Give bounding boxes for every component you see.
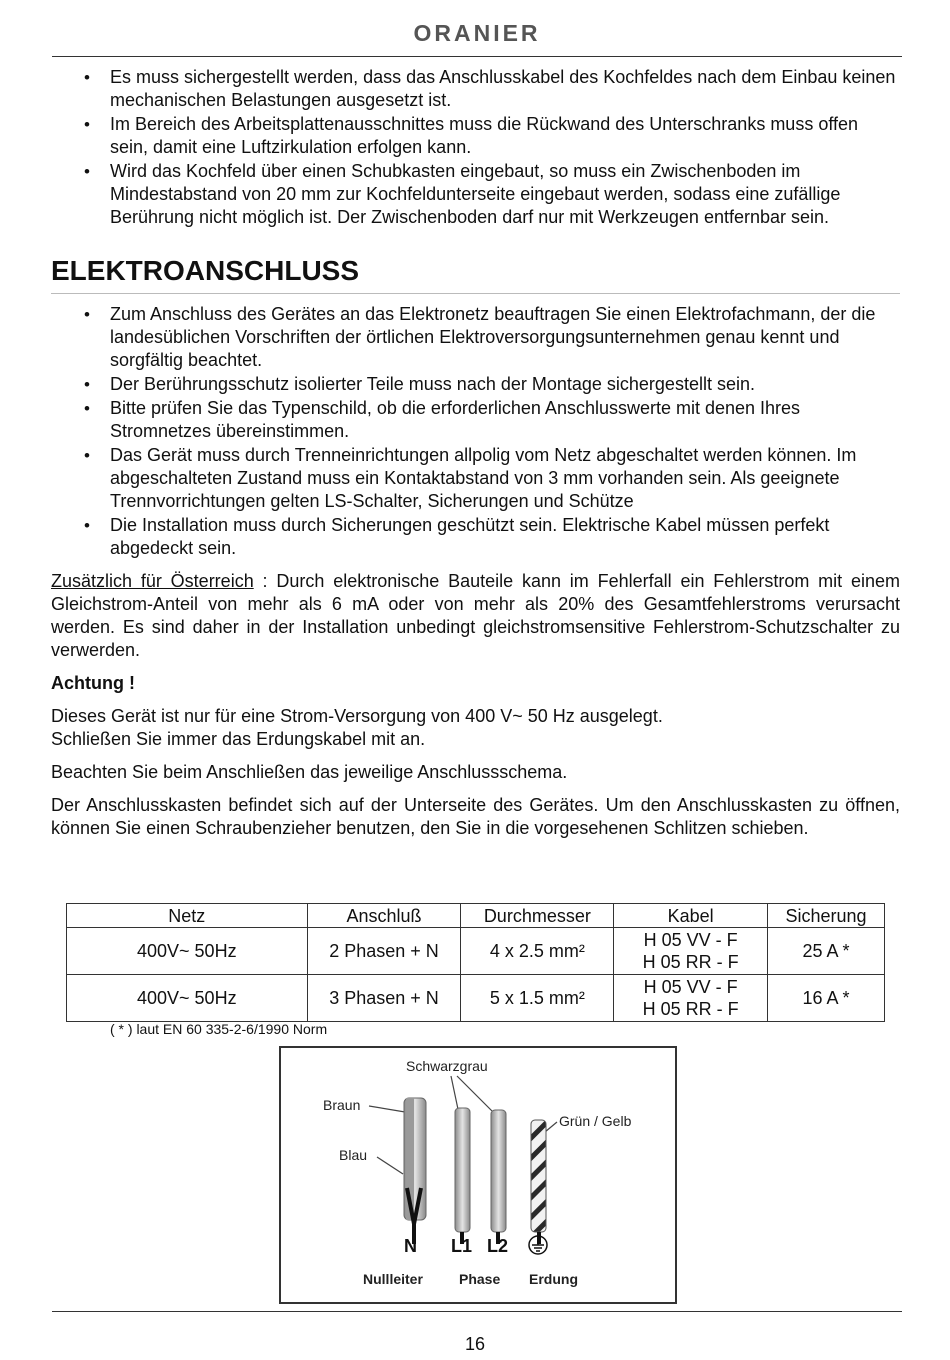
label-schwarzgrau: Schwarzgrau	[406, 1058, 488, 1074]
label-braun: Braun	[323, 1097, 361, 1113]
cell-durchmesser: 5 x 1.5 mm²	[461, 975, 614, 1022]
electric-bullet-list	[51, 303, 900, 560]
electric-bullet: • Zum Anschluss des Gerätes an das Elektronetz beauftragen Sie einen Elektrofachmann, der die landesüblichen Vorschriften der örtlichen Elektroversorgungsunternehmen genau kennt und sorgfältig beachtet.	[51, 303, 900, 372]
cell-anschluss: 2 Phasen + N	[307, 928, 461, 975]
terminal-l2: L2	[487, 1236, 509, 1256]
wire-earth	[531, 1120, 546, 1244]
achtung-line-1: Dieses Gerät ist nur für eine Strom-Versorgung von 400 V~ 50 Hz ausgelegt.	[51, 706, 663, 726]
wire-neutral	[404, 1098, 426, 1244]
cable-type: H 05 RR - F	[642, 999, 739, 1019]
kasten-paragraph: Der Anschlusskasten befindet sich auf der Unterseite des Gerätes. Um den Anschlusskasten zu öffnen, können Sie einen Schraubenzieher benutzen, den Sie in die vorgesehenen Schlitzen schieben.	[51, 795, 900, 838]
label-gruen-gelb: Grün / Gelb	[559, 1113, 632, 1129]
electric-bullet: • Das Gerät muss durch Trenneinrichtungen allpolig vom Netz abgeschaltet werden können. Im abgeschalteten Zustand muss ein Kontaktabstand von 3 mm vorhanden sein. Als geeignete Trennvorrichtungen gelten LS-Schalter, Sicherungen und Schütze	[51, 444, 900, 513]
intro-bullet: • Wird das Kochfeld über einen Schubkasten eingebaut, so muss ein Zwischenboden im Mindestabstand von 20 mm zur Kochfeldunterseite eingebaut werden, sodass eine zufällige Berührung nicht möglich ist. Der Zwischenboden darf nur mit Werkzeugen entfernbar sein.	[51, 160, 900, 229]
austria-paragraph	[51, 570, 900, 662]
caption-phase: Phase	[459, 1271, 501, 1287]
austria-label: Zusätzlich für Österreich	[51, 571, 254, 591]
caption-nullleiter: Nullleiter	[363, 1271, 423, 1287]
achtung-heading: Achtung !	[51, 673, 135, 693]
electric-bullet: • Der Berührungsschutz isolierter Teile muss nach der Montage sichergestellt sein.	[51, 373, 900, 396]
col-header-netz: Netz	[67, 904, 308, 928]
label-blau: Blau	[339, 1147, 368, 1163]
cable-type: H 05 VV - F	[643, 930, 738, 950]
cell-anschluss: 3 Phasen + N	[307, 975, 461, 1022]
captions	[363, 1271, 578, 1287]
footer-rule	[52, 1311, 902, 1312]
table-row	[67, 975, 885, 1022]
col-header-sicherung: Sicherung	[768, 904, 885, 928]
intro-bullet-list	[51, 66, 900, 229]
wiring-diagram-svg	[281, 1048, 675, 1302]
intro-bullet: • Es muss sichergestellt werden, dass das Anschlusskabel des Kochfeldes nach dem Einbau keinen mechanischen Belastungen ausgesetzt ist.	[51, 66, 900, 112]
wire-l2	[491, 1110, 506, 1244]
terminal-labels	[404, 1236, 508, 1256]
terminal-l1: L1	[451, 1236, 473, 1256]
cell-kabel	[614, 928, 768, 975]
earth-icon	[529, 1236, 547, 1254]
page-header	[52, 8, 902, 57]
cell-kabel	[614, 975, 768, 1022]
cable-type: H 05 RR - F	[642, 952, 739, 972]
col-header-kabel: Kabel	[614, 904, 768, 928]
col-header-anschluss: Anschluß	[307, 904, 461, 928]
cell-netz: 400V~ 50Hz	[67, 928, 308, 975]
cell-sicherung: 25 A *	[768, 928, 885, 975]
section-heading: ELEKTROANSCHLUSS	[51, 254, 900, 294]
table-header-row	[67, 904, 885, 928]
main-content	[51, 66, 900, 840]
labels	[323, 1058, 632, 1163]
page-number: 16	[464, 1334, 486, 1354]
schema-paragraph: Beachten Sie beim Anschließen das jeweilige Anschlussschema.	[51, 762, 568, 782]
cable-type: H 05 VV - F	[643, 977, 738, 997]
oranier-logo: ORANIER	[413, 20, 541, 46]
terminal-n: N	[404, 1236, 417, 1256]
wire-l1	[455, 1108, 470, 1244]
caption-erdung: Erdung	[529, 1271, 578, 1287]
table-row	[67, 928, 885, 975]
connection-table	[66, 903, 885, 1022]
austria-text: : Durch elektronische Bauteile kann im Fehlerfall ein Fehlerstrom mit einem Gleichstrom-Anteil von mehr als 6 mA oder von mehr als 20% des Gesamtfehlerstroms verursacht werden. Es sind daher in der Installation unbedingt gleichstromsensitive Fehlerstrom-Schutzschalter zu verwerden.	[51, 571, 900, 660]
electric-bullet: • Die Installation muss durch Sicherungen geschützt sein. Elektrische Kabel müssen perfekt abgedeckt sein.	[51, 514, 900, 560]
cell-durchmesser: 4 x 2.5 mm²	[461, 928, 614, 975]
cell-sicherung: 16 A *	[768, 975, 885, 1022]
col-header-durchmesser: Durchmesser	[461, 904, 614, 928]
achtung-line-2: Schließen Sie immer das Erdungskabel mit an.	[51, 729, 426, 749]
intro-bullet: • Im Bereich des Arbeitsplattenausschnittes muss die Rückwand des Unterschranks muss offen sein, damit eine Luftzirkulation erfolgen kann.	[51, 113, 900, 159]
cell-netz: 400V~ 50Hz	[67, 975, 308, 1022]
electric-bullet: • Bitte prüfen Sie das Typenschild, ob die erforderlichen Anschlusswerte mit denen Ihres Stromnetzes übereinstimmen.	[51, 397, 900, 443]
wiring-diagram	[279, 1046, 677, 1304]
table-footnote: ( * ) laut EN 60 335-2-6/1990 Norm	[110, 1021, 328, 1037]
